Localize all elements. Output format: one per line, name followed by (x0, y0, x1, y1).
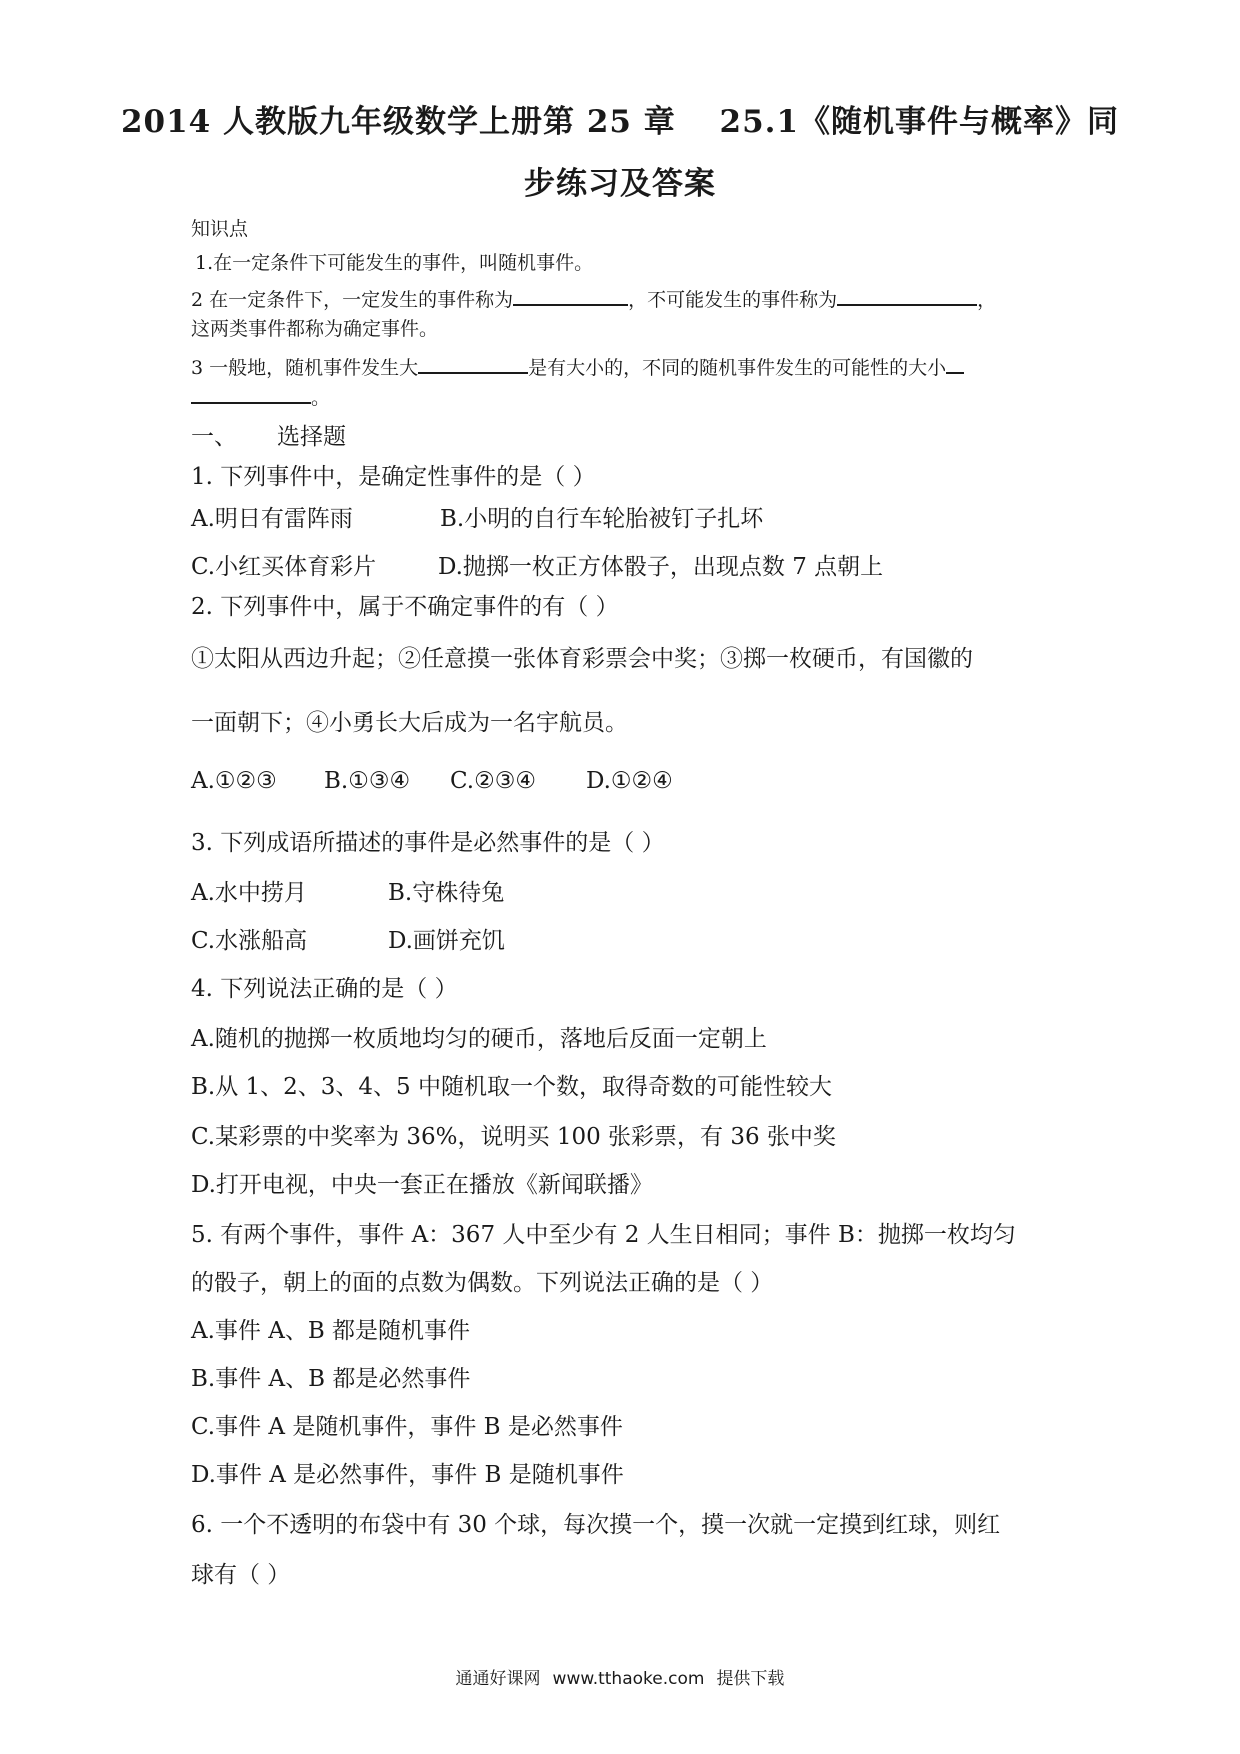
question-4-option-c: C.某彩票的中奖率为 36%，说明买 100 张彩票，有 36 张中奖 (191, 1124, 836, 1150)
fill-blank-size (191, 380, 311, 404)
footer-url[interactable]: www.tthaoke.com (552, 1669, 705, 1689)
question-2-option-a: A.①②③ (191, 768, 277, 794)
question-3-option-a: A.水中捞月 (191, 880, 307, 906)
page-footer (0, 1664, 1240, 1689)
footer-site-name: 通通好课网 (455, 1669, 541, 1689)
knowledge-point-3 (191, 350, 964, 380)
question-5-option-a: A.事件 A、B 都是随机事件 (191, 1318, 471, 1344)
title-line-1: 2014 人教版九年级数学上册第 25 章 25.1《随机事件与概率》同 (120, 104, 1120, 140)
section-heading (191, 418, 346, 451)
fill-blank-certain (513, 282, 628, 306)
knowledge-point-2-text-a: 2 在一定条件下，一定发生的事件称为 (191, 289, 514, 311)
question-2-stem: 2. 下列事件中，属于不确定事件的有（ ） (191, 594, 619, 620)
fill-blank-probability (418, 350, 528, 374)
question-2-line-1: ①太阳从西边升起；②任意摸一张体育彩票会中奖；③掷一枚硬币，有国徽的 (191, 646, 973, 672)
knowledge-point-1: 1.在一定条件下可能发生的事件，叫随机事件。 (195, 252, 594, 274)
question-6-line-1: 6. 一个不透明的布袋中有 30 个球，每次摸一个，摸一次就一定摸到红球，则红 (191, 1512, 1001, 1538)
section-number: 一、 (191, 424, 237, 450)
question-5-option-c: C.事件 A 是随机事件，事件 B 是必然事件 (191, 1414, 623, 1440)
footer-suffix: 提供下载 (716, 1669, 785, 1689)
knowledge-point-3-cont (191, 380, 330, 410)
knowledge-point-2 (191, 282, 996, 312)
question-6-line-2: 球有（ ） (191, 1562, 291, 1588)
knowledge-heading: 知识点 (191, 218, 249, 240)
question-2-option-b: B.①③④ (324, 768, 411, 794)
question-3-stem: 3. 下列成语所描述的事件是必然事件的是（ ） (191, 830, 665, 856)
knowledge-point-2-text-b: ，不可能发生的事件称为 (628, 289, 838, 311)
question-5-line-2: 的骰子，朝上的面的点数为偶数。下列说法正确的是（ ） (191, 1270, 774, 1296)
question-4-stem: 4. 下列说法正确的是（ ） (191, 976, 458, 1002)
question-1-stem: 1. 下列事件中，是确定性事件的是（ ） (191, 464, 596, 490)
question-1-option-a: A.明日有雷阵雨 (191, 506, 353, 532)
title-line-2: 步练习及答案 (524, 166, 716, 202)
question-4-option-d: D.打开电视，中央一套正在播放《新闻联播》 (191, 1172, 653, 1198)
section-name: 选择题 (277, 424, 346, 450)
knowledge-point-2-text-c: ， (977, 289, 997, 311)
question-5-line-1: 5. 有两个事件，事件 A：367 人中至少有 2 人生日相同；事件 B：抛掷一枚均匀 (191, 1222, 1016, 1248)
knowledge-point-3-text-c: 。 (311, 387, 331, 409)
question-2-option-c: C.②③④ (450, 768, 536, 794)
fill-blank-size-start (946, 350, 964, 374)
question-1-option-d: D.抛掷一枚正方体骰子，出现点数 7 点朝上 (438, 554, 884, 580)
question-3-option-d: D.画饼充饥 (388, 928, 505, 954)
question-4-option-b: B.从 1、2、3、4、5 中随机取一个数，取得奇数的可能性较大 (191, 1074, 833, 1100)
knowledge-point-3-text-b: 是有大小的，不同的随机事件发生的可能性的大小 (528, 357, 947, 379)
knowledge-point-2-cont: 这两类事件都称为确定事件。 (191, 318, 439, 340)
fill-blank-impossible (837, 282, 977, 306)
question-2-option-d: D.①②④ (586, 768, 673, 794)
question-1-option-c: C.小红买体育彩片 (191, 554, 377, 580)
question-3-option-b: B.守株待兔 (388, 880, 505, 906)
question-2-line-2: 一面朝下；④小勇长大后成为一名宇航员。 (191, 710, 628, 736)
question-4-option-a: A.随机的抛掷一枚质地均匀的硬币，落地后反面一定朝上 (191, 1026, 767, 1052)
question-1-option-b: B.小明的自行车轮胎被钉子扎坏 (440, 506, 764, 532)
question-5-option-d: D.事件 A 是必然事件，事件 B 是随机事件 (191, 1462, 624, 1488)
question-3-option-c: C.水涨船高 (191, 928, 308, 954)
knowledge-point-3-text-a: 3 一般地，随机事件发生大 (191, 357, 419, 379)
question-5-option-b: B.事件 A、B 都是必然事件 (191, 1366, 471, 1392)
